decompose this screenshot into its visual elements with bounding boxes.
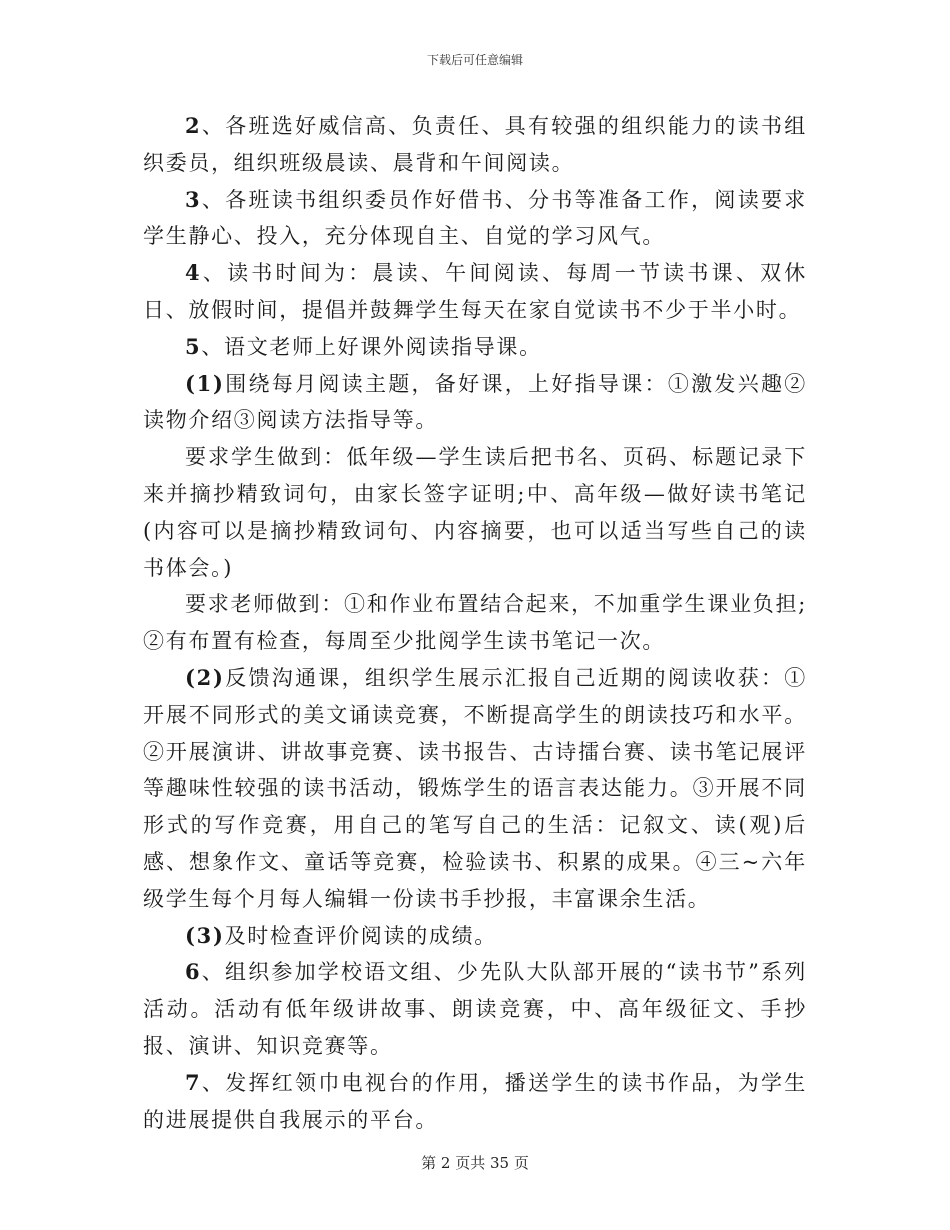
paragraph-item-5 — [143, 329, 807, 366]
paragraph-subitem-3 — [143, 918, 807, 955]
paragraph-item-6 — [143, 954, 807, 1064]
item-number: 5 — [185, 333, 202, 359]
paragraph-subitem-1 — [143, 366, 807, 440]
paragraph-text: 、发挥红领巾电视台的作用，播送学生的读书作品，为学生的进展提供自我展示的平台。 — [143, 1070, 807, 1132]
item-number: 3 — [185, 186, 202, 212]
paragraph-item-4 — [143, 255, 807, 329]
paragraph-text: 要求学生做到：低年级—学生读后把书名、页码、标题记录下来并摘抄精致词句，由家长签字证明;中、高年级—做好读书笔记(内容可以是摘抄精致词句、内容摘要，也可以适当写些自己的读书体会。) — [143, 445, 807, 580]
paragraph-text: 反馈沟通课，组织学生展示汇报自己近期的阅读收获：①开展不同形式的美文诵读竞赛，不断提高学生的朗读技巧和水平。②开展演讲、讲故事竞赛、读书报告、古诗擂台赛、读书笔记展评等趣味性较强的读书活动，锻炼学生的语言表达能力。③开展不同形式的写作竞赛，用自己的笔写自己的生活：记叙文、读(观)后感、想象作文、童话等竞赛，检验读书、积累的成果。④三~六年级学生每个月每人编辑一份读书手抄报，丰富课余生活。 — [143, 665, 807, 911]
paragraph-text: 要求老师做到：①和作业布置结合起来，不加重学生课业负担;②有布置有检查，每周至少批阅学生读书笔记一次。 — [143, 592, 807, 654]
item-number: 2 — [185, 113, 202, 138]
paragraph-teacher-requirements — [143, 586, 807, 660]
paragraph-text: 、读书时间为：晨读、午间阅读、每周一节读书课、双休日、放假时间，提倡并鼓舞学生每天在家自觉读书不少于半小时。 — [143, 261, 807, 322]
item-number: (1) — [185, 370, 225, 396]
paragraph-text: 围绕每月阅读主题，备好课，上好指导课：①激发兴趣②读物介绍③阅读方法指导等。 — [143, 371, 807, 433]
item-number: 6 — [185, 959, 202, 985]
paragraph-item-3 — [143, 182, 807, 256]
paragraph-text: 、组织参加学校语文组、少先队大队部开展的“读书节”系列活动。活动有低年级讲故事、朗读竞赛，中、高年级征文、手抄报、演讲、知识竞赛等。 — [143, 960, 807, 1058]
paragraph-text: 、语文老师上好课外阅读指导课。 — [201, 334, 542, 359]
paragraph-item-7 — [143, 1065, 807, 1139]
item-number: (3) — [185, 922, 225, 948]
page-number: 第 2 页共 35 页 — [421, 1154, 529, 1172]
paragraph-text: 、各班选好威信高、负责任、具有较强的组织能力的读书组织委员，组织班级晨读、晨背和午间阅读。 — [143, 114, 807, 175]
item-number: 7 — [185, 1069, 202, 1095]
paragraph-text: 及时检查评价阅读的成绩。 — [224, 923, 497, 948]
document-body — [143, 108, 807, 1138]
paragraph-student-requirements — [143, 439, 807, 586]
paragraph-subitem-2 — [143, 660, 807, 918]
item-number: (2) — [185, 664, 225, 690]
paragraph-text: 、各班读书组织委员作好借书、分书等准备工作，阅读要求学生静心、投入，充分体现自主、自觉的学习风气。 — [143, 187, 807, 249]
item-number: 4 — [185, 260, 202, 286]
paragraph-item-2 — [143, 108, 807, 182]
page-header: 下载后可任意编辑 — [426, 53, 523, 67]
